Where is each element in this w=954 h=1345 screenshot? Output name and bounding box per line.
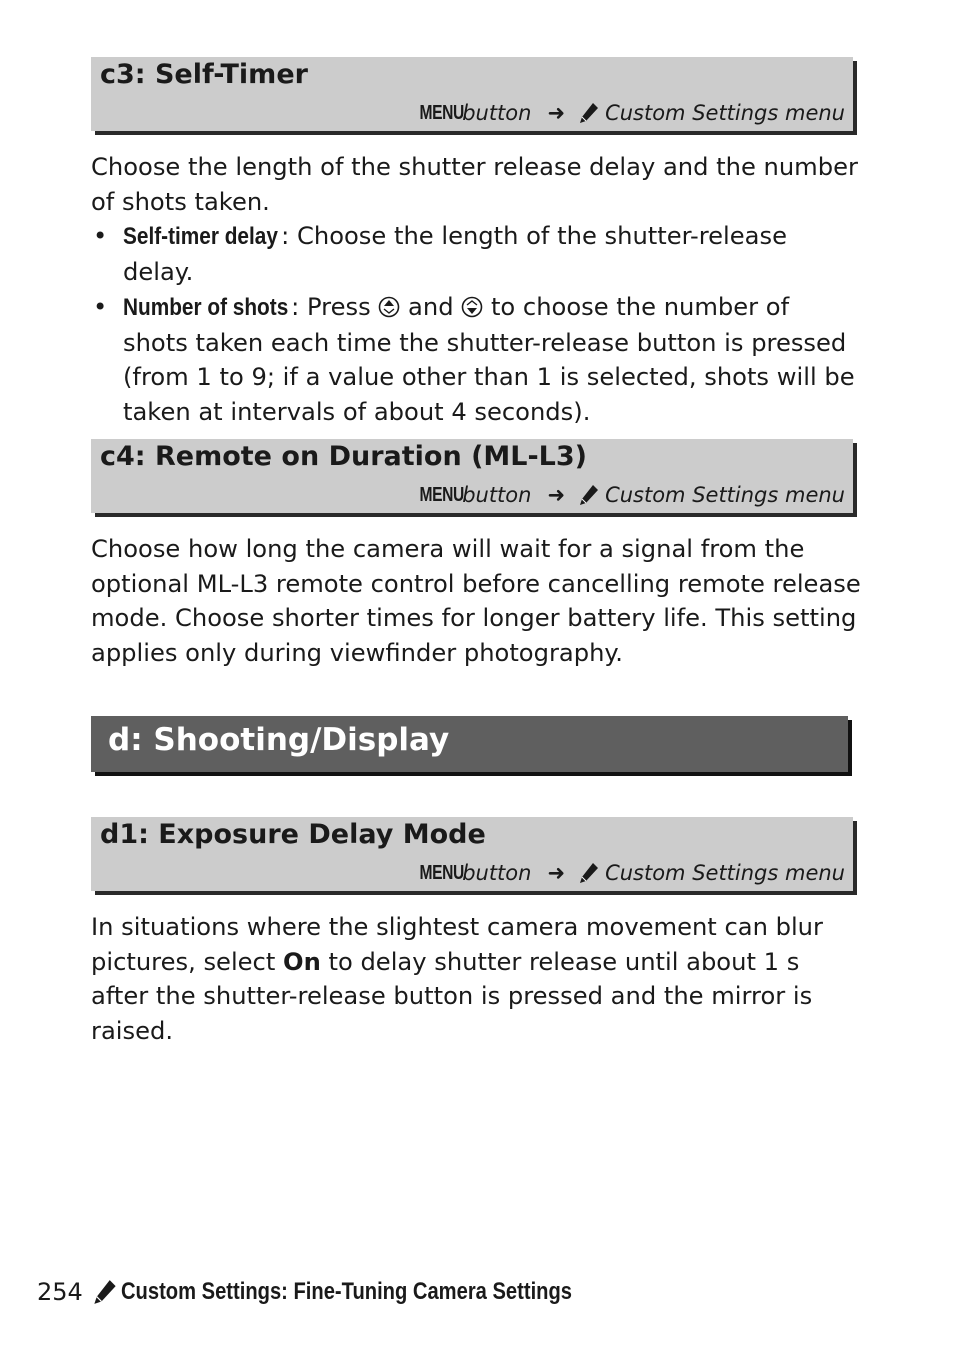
d1-text [91,910,861,1049]
menu-name: Custom Settings menu [605,101,845,125]
menu-button-label: MENU [419,861,465,884]
d1-bold-on: On [283,947,321,976]
bullet-text: : Choose the length of the shutter-release delay. [123,222,787,287]
d1-body [91,910,861,1049]
d1-text-a: In situations where the slightest camera movement can blur pictures, select [91,913,823,976]
multi-selector-up-icon [378,296,400,318]
list-item [91,219,861,289]
section-title: d1: Exposure Delay Mode [100,819,486,850]
bullet-text: and [400,292,462,321]
menu-path [407,483,845,507]
c3-intro: Choose the length of the shutter release delay and the number of shots taken. [91,153,858,216]
chapter-header-d [91,716,848,772]
pencil-icon [93,1279,117,1305]
section-header-d1 [91,817,853,891]
arrow-icon: ➜ [547,861,566,885]
c4-body [91,532,861,671]
c3-body [91,150,861,430]
c4-text: Choose how long the camera will wait for a signal from the optional ML-L3 remote control before cancelling remote release mode. Choose shorter times for longer battery life. This setting applies only during viewfinder photography. [91,535,861,668]
button-word: button [462,861,532,885]
multi-selector-down-icon [461,296,483,318]
term-self-timer-delay: Self-timer delay [123,223,278,251]
bullet-dot: • [93,292,108,321]
section-header-c3 [91,57,853,131]
section-title: c3: Self-Timer [100,59,308,90]
section-title: c4: Remote on Duration (ML-L3) [100,441,588,472]
arrow-icon: ➜ [547,483,566,507]
page-number: 254 [37,1278,83,1306]
pencil-icon [579,484,599,506]
menu-path [407,861,845,885]
button-word: button [462,483,532,507]
d1-text-b: to delay shutter release until about 1 s after the shutter-release button is pressed and the mirror is raised. [91,947,813,1046]
menu-path [407,101,845,125]
menu-name: Custom Settings menu [605,861,845,885]
page-footer [37,1278,658,1306]
pencil-icon [579,102,599,124]
pencil-icon [579,862,599,884]
arrow-icon: ➜ [547,101,566,125]
c3-bullets [91,219,861,429]
chapter-title: d: Shooting/Display [108,722,450,758]
menu-button-label: MENU [419,483,465,506]
term-number-of-shots: Number of shots [123,293,289,321]
footer-title: Custom Settings: Fine-Tuning Camera Settings [120,1278,572,1305]
bullet-text: : Press [291,292,379,321]
menu-button-label: MENU [419,101,465,124]
menu-name: Custom Settings menu [605,483,845,507]
bullet-text: to choose the number of shots taken each time the shutter-release button is pressed (from 1 to 9; if a value other than 1 is selected, shots will be taken at intervals of about 4 seconds). [123,292,855,426]
list-item [91,290,861,430]
button-word: button [462,101,532,125]
bullet-dot: • [93,222,108,251]
section-header-c4 [91,439,853,513]
